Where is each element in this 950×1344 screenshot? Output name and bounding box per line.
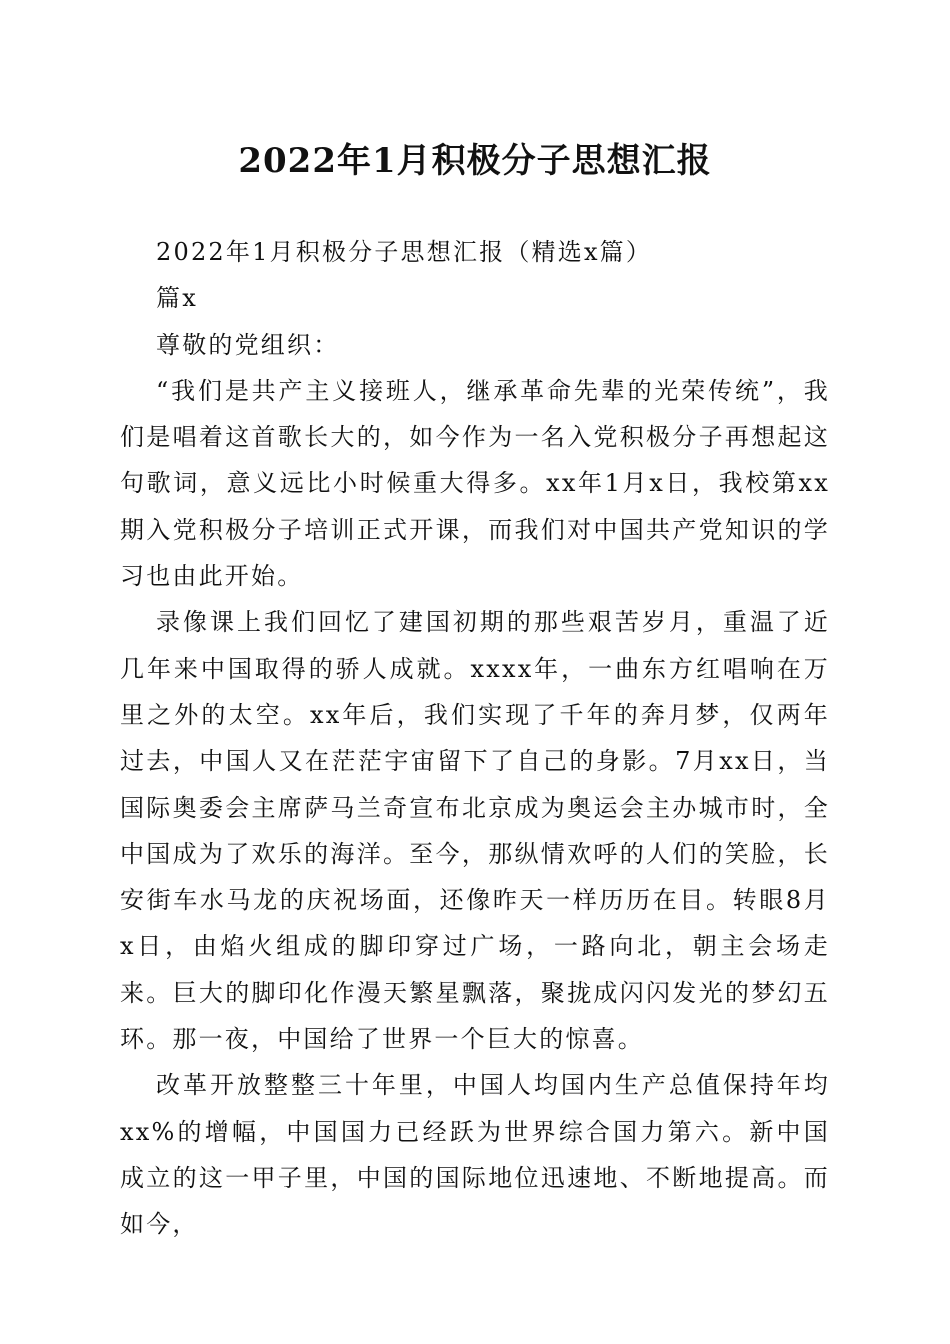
body-paragraph: 改革开放整整三十年里，中国人均国内生产总值保持年均xx%的增幅，中国国力已经跃为世界综合国力第六。新中国成立的这一甲子里，中国的国际地位迅速地、不断地提高。而如今， bbox=[120, 1071, 830, 1239]
salutation: 尊敬的党组织： bbox=[156, 330, 340, 359]
document-title: 2022年1月积极分子思想汇报 bbox=[238, 141, 712, 181]
subtitle-paragraph: 2022年1月积极分子思想汇报（精选x篇） bbox=[156, 238, 653, 266]
body-paragraph: 录像课上我们回忆了建国初期的那些艰苦岁月，重温了近几年来中国取得的骄人成就。xxxx年，一曲东方红唱响在万里之外的太空。xx年后，我们实现了千年的奔月梦，仅两年过去，中国人又在茫茫宇宙留下了自己的身影。7月xx日，当国际奥委会主席萨马兰奇宣布北京成为奥运会主办城市时，全中国成为了欢乐的海洋。至今，那纵情欢呼的人们的笑脸，长安街车水马龙的庆祝场面，还像昨天一样历历在目。转眼8月x日，由焰火组成的脚印穿过广场，一路向北，朝主会场走来。巨大的脚印化作漫天繁星飘落，聚拢成闪闪发光的梦幻五环。那一夜，中国给了世界一个巨大的惊喜。 bbox=[120, 608, 830, 1054]
document-body bbox=[120, 229, 830, 1248]
section-label: 篇x bbox=[156, 284, 198, 313]
body-paragraph: “我们是共产主义接班人，继承革命先辈的光荣传统”，我们是唱着这首歌长大的，如今作为一名入党积极分子再想起这句歌词，意义远比小时候重大得多。xx年1月x日，我校第xx期入党积极分子培训正式开课，而我们对中国共产党知识的学习也由此开始。 bbox=[120, 376, 830, 591]
